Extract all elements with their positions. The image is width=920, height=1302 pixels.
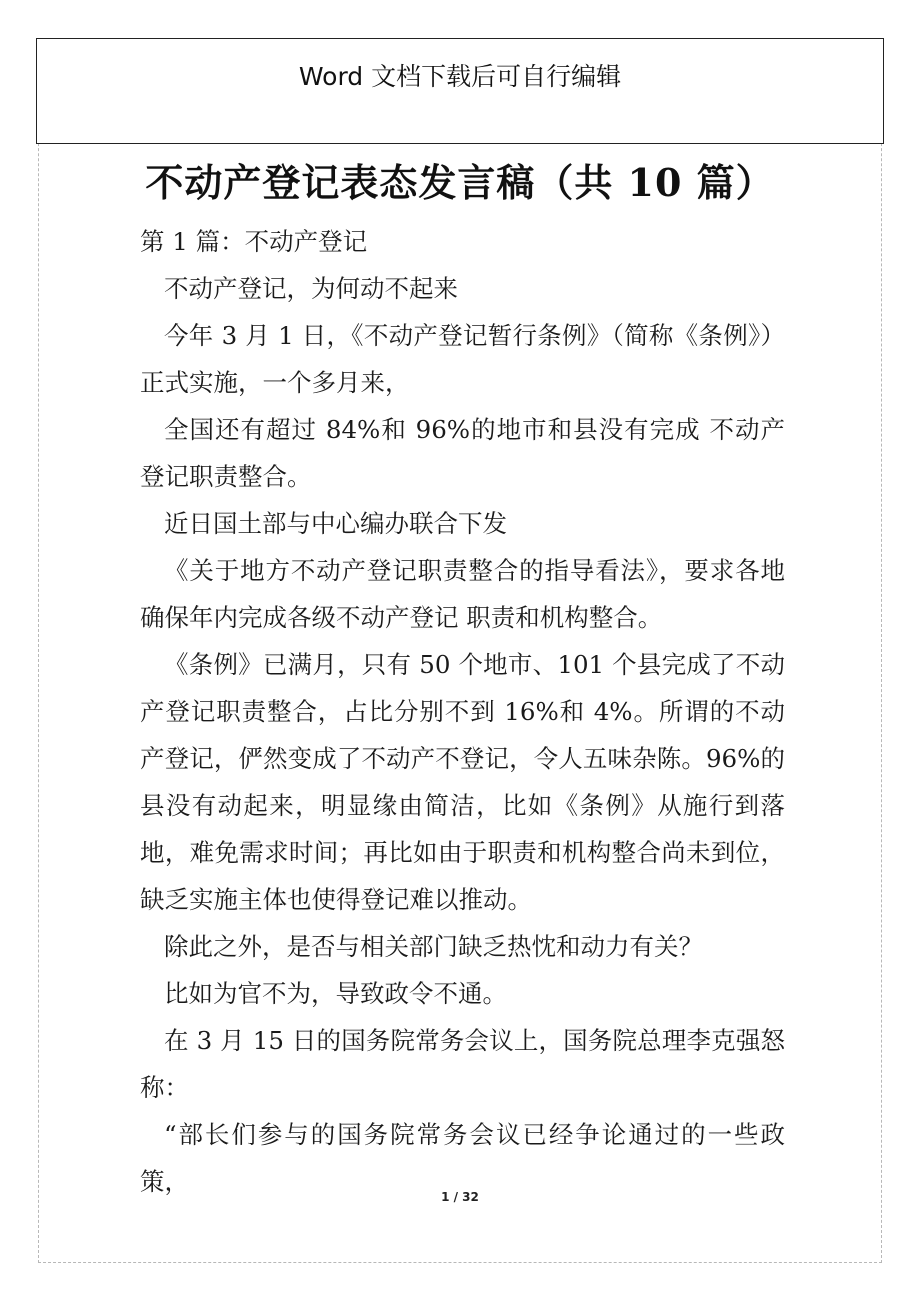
paragraph: 《条例》已满月，只有 50 个地市、101 个县完成了不动产登记职责整合，占比分别不到 16%和 4%。所谓的不动产登记，俨然变成了不动产不登记，令人五味杂陈。96%的县没有动起来，明显缘由简洁，比如《条例》从施行到落地，难免需求时间；再比如由于职责和机构整合尚未到位，缺乏实施主体也使得登记难以推动。 bbox=[140, 650, 785, 914]
section-heading: 第 1 篇：不动产登记 bbox=[140, 227, 368, 256]
header-text: Word 文档下载后可自行编辑 bbox=[298, 62, 622, 91]
page-number: 1 / 32 bbox=[441, 1190, 479, 1204]
document-title: 不动产登记表态发言稿（共 10 篇） bbox=[145, 160, 775, 205]
paragraph: 《关于地方不动产登记职责整合的指导看法》，要求各地确保年内完成各级不动产登记 职责和机构整合。 bbox=[140, 556, 785, 632]
paragraph: “部长们参与的国务院常务会议已经争论通过的一些政策， bbox=[140, 1120, 785, 1196]
header-box bbox=[36, 38, 884, 144]
paragraph: 近日国土部与中心编办联合下发 bbox=[164, 509, 507, 538]
paragraph: 不动产登记，为何动不起来 bbox=[164, 274, 458, 303]
document-body bbox=[140, 218, 785, 1205]
paragraph: 今年 3 月 1 日，《不动产登记暂行条例》（简称《条例》）正式实施，一个多月来， bbox=[140, 321, 785, 397]
paragraph: 比如为官不为，导致政令不通。 bbox=[164, 979, 507, 1008]
paragraph: 在 3 月 15 日的国务院常务会议上，国务院总理李克强怒称： bbox=[140, 1026, 785, 1102]
paragraph: 全国还有超过 84%和 96%的地市和县没有完成 不动产登记职责整合。 bbox=[140, 415, 785, 491]
paragraph: 除此之外，是否与相关部门缺乏热忱和动力有关？ bbox=[164, 932, 703, 961]
